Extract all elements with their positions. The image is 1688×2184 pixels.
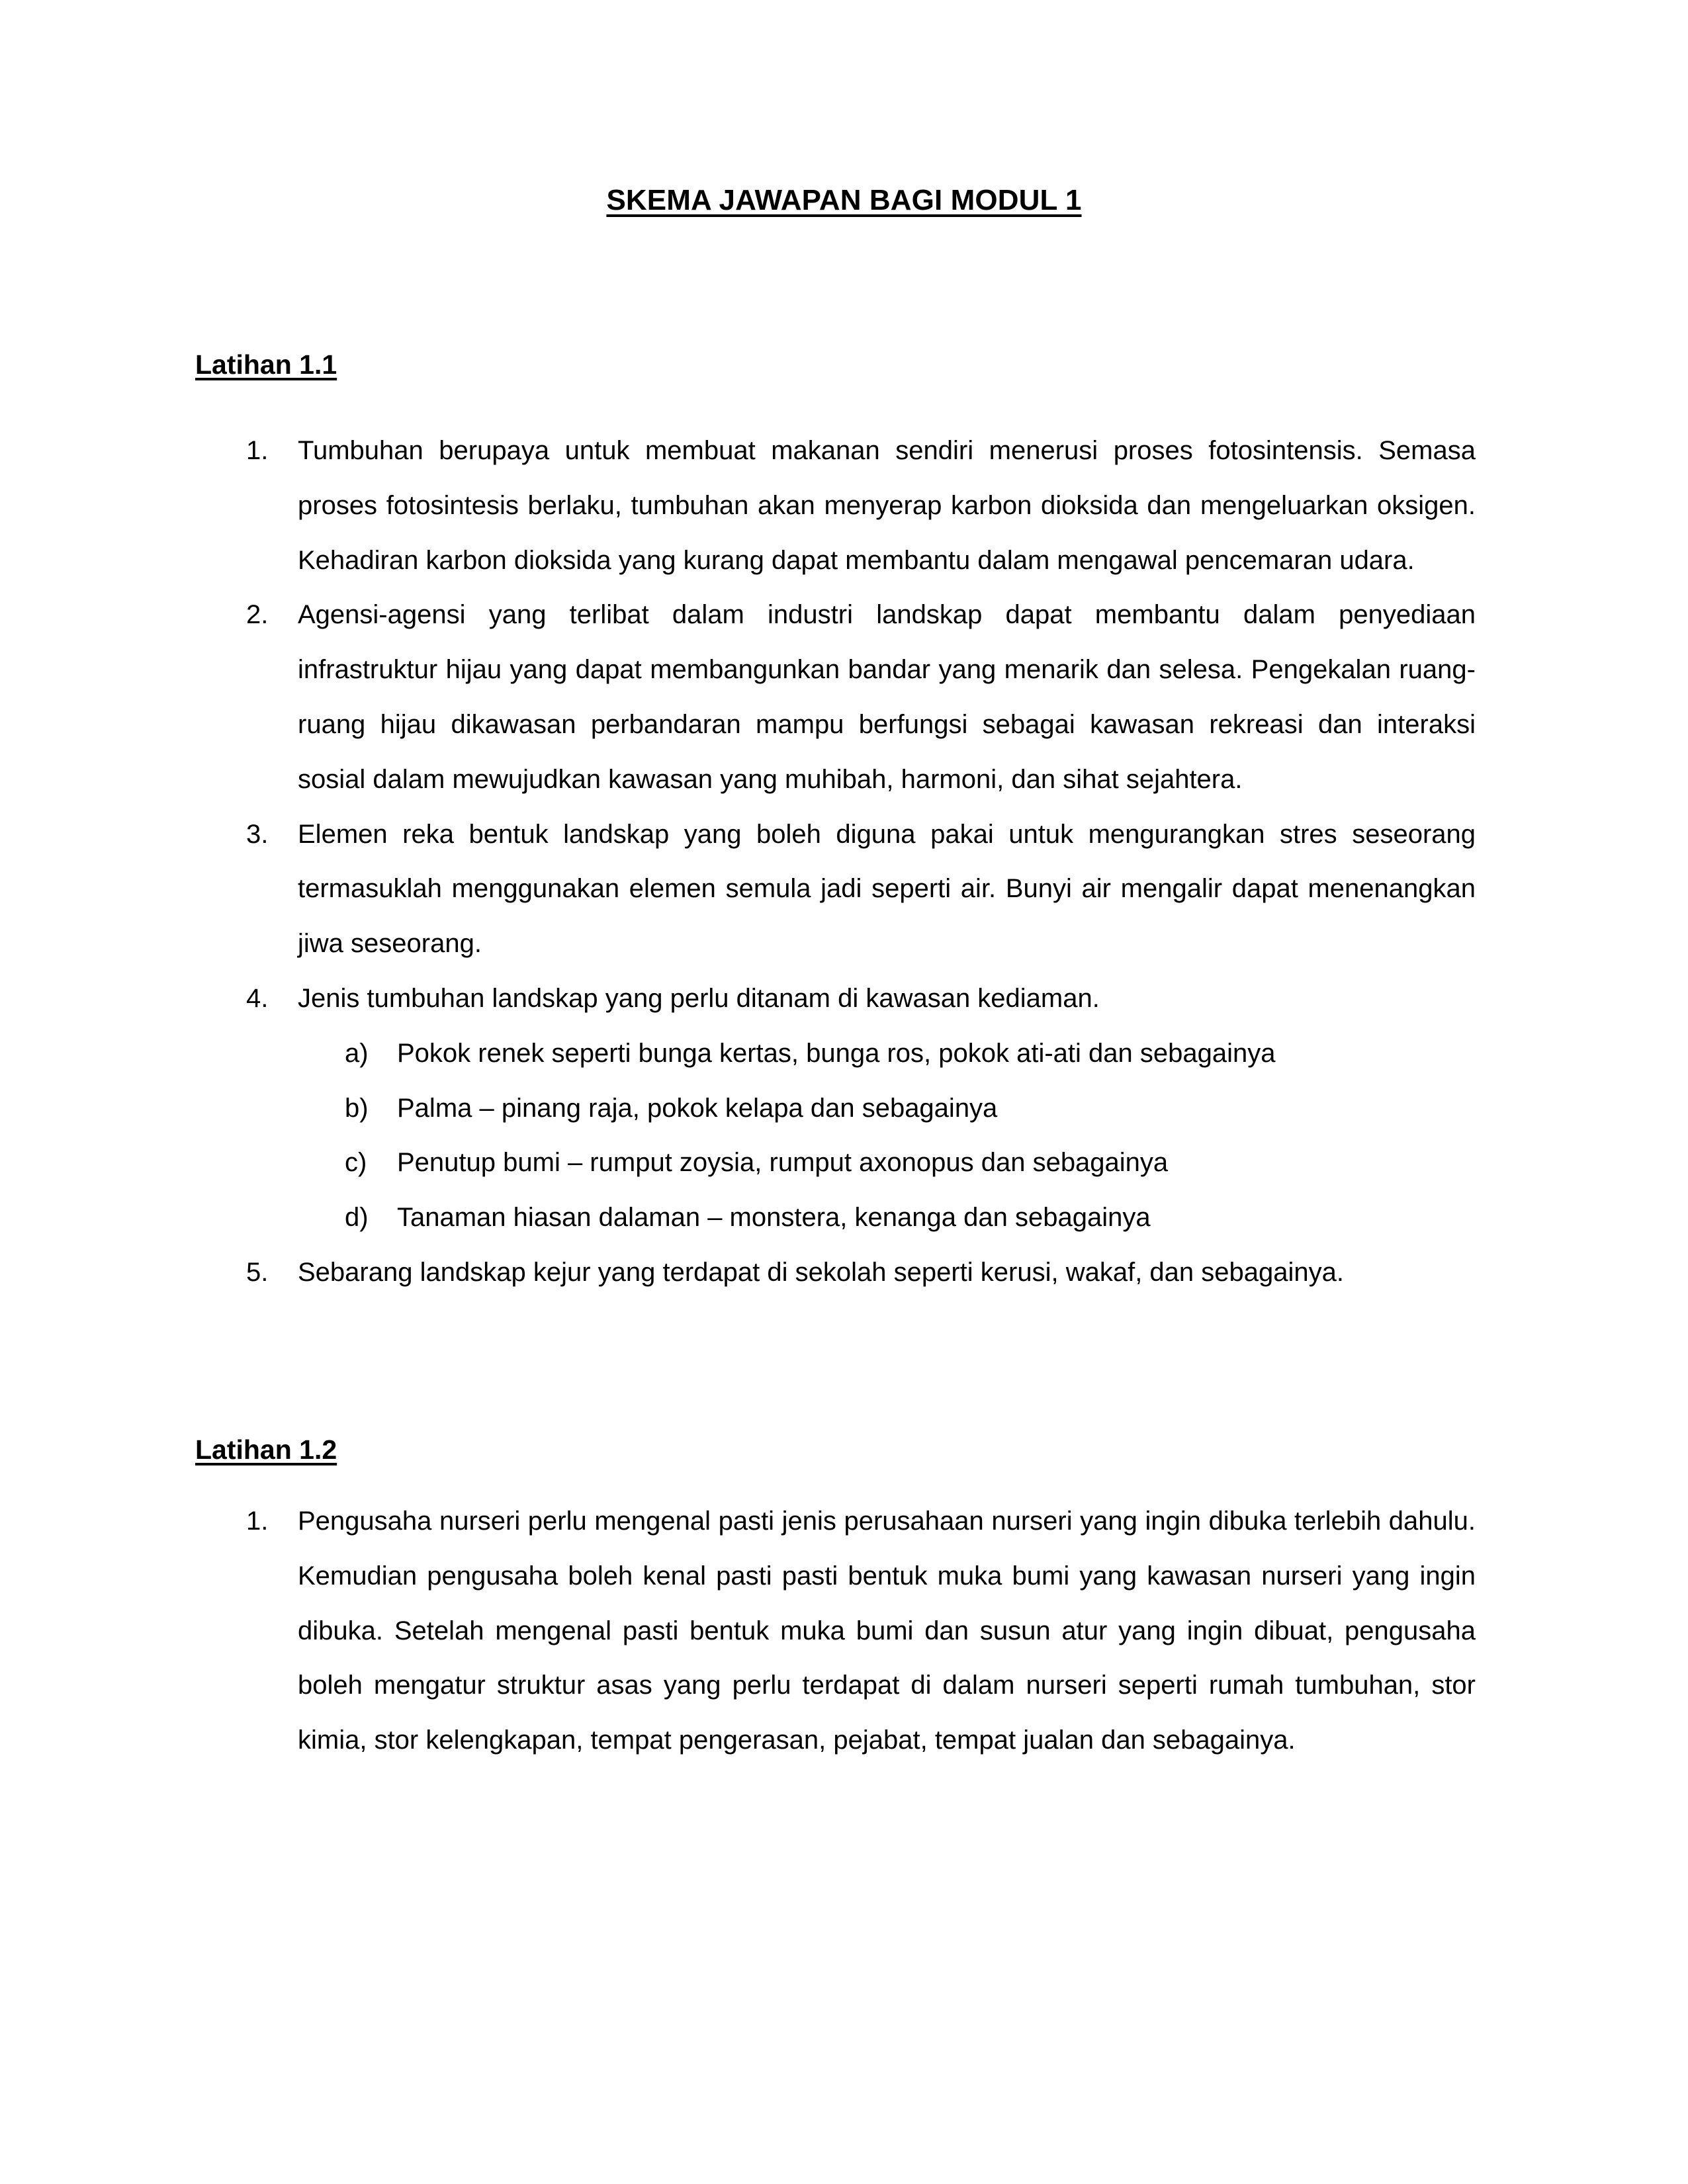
sublist-item-marker: c): [345, 1148, 367, 1178]
sublist-item-marker: a): [345, 1038, 369, 1068]
list-item-text: Agensi-agensi yang terlibat dalam industri landskap dapat membantu dalam penyediaan infrastruktur hijau yang dapat membangunkan bandar yang menarik dan selesa. Pengekalan ruang-ruang hijau dikawasan perbandaran mampu berfungsi sebagai kawasan rekreasi dan interaksi sosial dalam mewujudkan kawasan yang muhibah, harmoni, dan sihat sejahtera.: [298, 600, 1476, 794]
sublist-item-text: Pokok renek seperti bunga kertas, bunga ros, pokok ati-ati dan sebagainya: [397, 1038, 1276, 1068]
sublist-item: [0, 1081, 1688, 1136]
list-item-marker: 4.: [246, 983, 269, 1013]
section-heading-latihan-1-2: [195, 1434, 337, 1465]
list-item-text: Elemen reka bentuk landskap yang boleh diguna pakai untuk mengurangkan stres seseorang termasuklah menggunakan elemen semula jadi seperti air. Bunyi air mengalir dapat menenangkan jiwa seseorang.: [298, 819, 1476, 959]
list-item-text: Sebarang landskap kejur yang terdapat di sekolah seperti kerusi, wakaf, dan sebagainya.: [298, 1257, 1344, 1287]
list-item: [0, 423, 1688, 588]
list-item-text: Tumbuhan berupaya untuk membuat makanan sendiri menerusi proses fotosintensis. Semasa proses fotosintesis berlaku, tumbuhan akan menyerap karbon dioksida dan mengeluarkan oksigen. Kehadiran karbon dioksida yang kurang dapat membantu dalam mengawal pencemaran udara.: [298, 436, 1476, 575]
list-item-marker: 1.: [246, 436, 269, 465]
section-heading-latihan-1-1: [195, 349, 337, 380]
answer-sublist-item-4: [0, 1026, 1688, 1245]
sublist-item: [0, 1190, 1688, 1245]
list-item-text: Pengusaha nurseri perlu mengenal pasti jenis perusahaan nurseri yang ingin dibuka terlebih dahulu. Kemudian pengusaha boleh kenal pasti pasti bentuk muka bumi yang kawasan nurseri yang ingin dibuka. Setelah mengenal pasti bentuk muka bumi dan susun atur yang ingin dibuat, pengusaha boleh mengatur struktur asas yang perlu terdapat di dalam nurseri seperti rumah tumbuhan, stor kimia, stor kelengkapan, tempat pengerasan, pejabat, tempat jualan dan sebagainya.: [298, 1507, 1476, 1755]
list-item-marker: 3.: [246, 819, 269, 849]
section-heading-latihan-1-1-text: Latihan 1.1: [195, 349, 337, 380]
list-item: [0, 1494, 1688, 1768]
list-item-marker: 5.: [246, 1257, 269, 1287]
sublist-item: [0, 1026, 1688, 1081]
list-item-marker: 2.: [246, 600, 269, 630]
sublist-item-marker: d): [345, 1203, 369, 1233]
list-item: [0, 807, 1688, 971]
list-item-text: Jenis tumbuhan landskap yang perlu ditanam di kawasan kediaman.: [298, 983, 1100, 1013]
sublist-item: [0, 1135, 1688, 1190]
list-item: [0, 1245, 1688, 1300]
list-item: [0, 971, 1688, 1026]
sublist-item-marker: b): [345, 1093, 369, 1123]
list-item-marker: 1.: [246, 1507, 269, 1536]
sublist-item-text: Penutup bumi – rumput zoysia, rumput axonopus dan sebagainya: [397, 1148, 1169, 1178]
page-title: [0, 184, 1688, 217]
answer-list-latihan-1-1: [0, 423, 1688, 1300]
answer-list-latihan-1-2: [0, 1494, 1688, 1768]
sublist-item-text: Tanaman hiasan dalaman – monstera, kenanga dan sebagainya: [397, 1203, 1151, 1233]
page-title-text: SKEMA JAWAPAN BAGI MODUL 1: [606, 184, 1082, 216]
list-item: [0, 588, 1688, 807]
section-heading-latihan-1-2-text: Latihan 1.2: [195, 1434, 337, 1465]
sublist-item-text: Palma – pinang raja, pokok kelapa dan sebagainya: [397, 1093, 998, 1123]
